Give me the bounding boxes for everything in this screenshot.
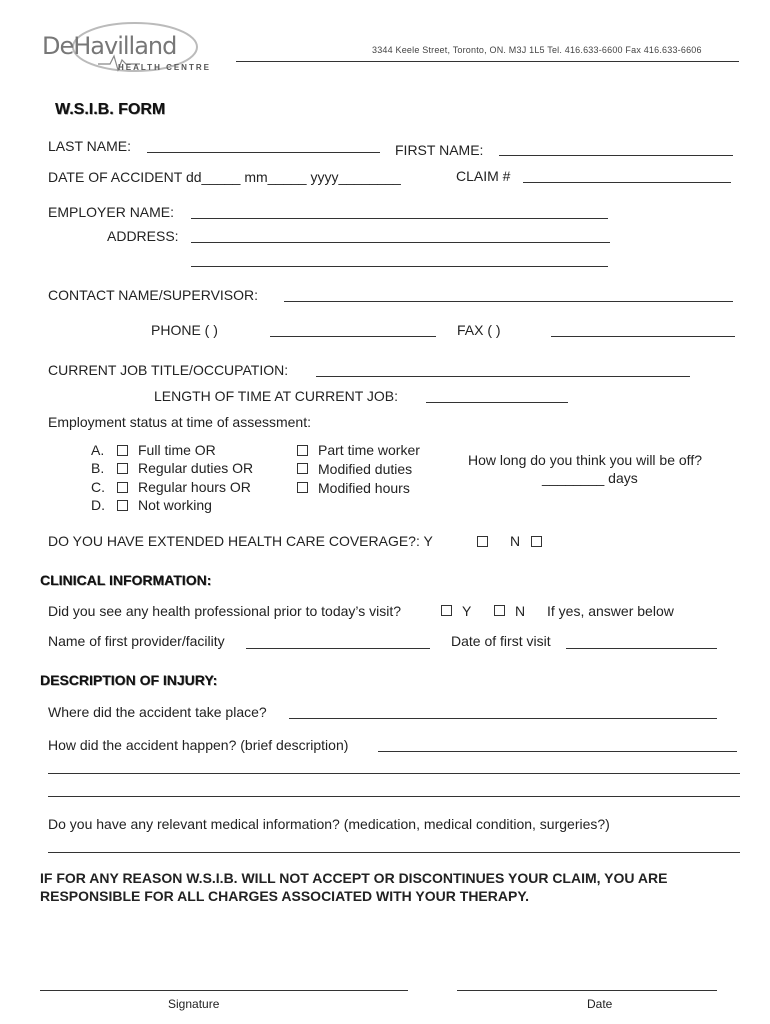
modified-hours-label: Modified hours — [318, 480, 410, 496]
header-rule — [236, 61, 739, 62]
where-field[interactable] — [289, 718, 717, 719]
professional-no-checkbox[interactable] — [494, 605, 505, 616]
how-long-label: How long do you think you will be off? — [468, 452, 702, 468]
notice-line-1: IF FOR ANY REASON W.S.I.B. WILL NOT ACCEPT OR DISCONTINUES YOUR CLAIM, YOU ARE — [40, 870, 668, 886]
date-label: Date — [587, 997, 613, 1011]
status-letter-b: B. — [91, 460, 105, 476]
employment-status-label: Employment status at time of assessment: — [48, 414, 311, 430]
fax-label: FAX ( ) — [457, 322, 501, 338]
claim-field[interactable] — [523, 182, 731, 183]
length-of-time-field[interactable] — [426, 402, 568, 403]
not-working-label: Not working — [138, 497, 212, 513]
provider-label: Name of first provider/facility — [48, 633, 225, 649]
where-label: Where did the accident take place? — [48, 704, 267, 720]
first-name-field[interactable] — [499, 155, 733, 156]
logo-text-havilland: Havilland — [73, 32, 177, 60]
coverage-no-checkbox[interactable] — [531, 536, 542, 547]
address-field-2[interactable] — [191, 266, 608, 267]
professional-no-label: N — [515, 603, 526, 619]
signature-field[interactable] — [40, 990, 408, 991]
employer-name-label: EMPLOYER NAME: — [48, 204, 175, 220]
full-time-checkbox[interactable] — [117, 445, 128, 456]
last-name-field[interactable] — [147, 152, 380, 153]
regular-hours-label: Regular hours OR — [138, 479, 251, 495]
professional-yes-checkbox[interactable] — [441, 605, 452, 616]
first-name-label: FIRST NAME: — [395, 142, 484, 158]
contact-field[interactable] — [284, 301, 733, 302]
first-visit-label: Date of first visit — [451, 633, 551, 649]
logo — [40, 20, 225, 75]
header-address: 3344 Keele Street, Toronto, ON. M3J 1L5 Tel. 416.633-6600 Fax 416.633-6606 — [372, 45, 702, 55]
coverage-yes-checkbox[interactable] — [477, 536, 488, 547]
extended-coverage-label: DO YOU HAVE EXTENDED HEALTH CARE COVERAGE?: Y — [48, 533, 433, 549]
logo-subtitle: HEALTH CENTRE — [118, 63, 211, 72]
claim-label: CLAIM # — [456, 168, 511, 184]
last-name-label: LAST NAME: — [48, 138, 131, 154]
coverage-no-label: N — [510, 533, 521, 549]
provider-field[interactable] — [246, 648, 430, 649]
regular-duties-checkbox[interactable] — [117, 463, 128, 474]
how-field-line-3[interactable] — [48, 796, 740, 797]
injury-heading: DESCRIPTION OF INJURY: — [40, 672, 218, 688]
phone-label: PHONE ( ) — [151, 322, 218, 338]
how-label: How did the accident happen? (brief description) — [48, 737, 349, 753]
health-professional-question: Did you see any health professional prior to today’s visit? — [48, 603, 402, 619]
days-field[interactable]: ________ days — [542, 470, 638, 486]
address-field-1[interactable] — [191, 242, 610, 243]
employer-name-field[interactable] — [191, 218, 608, 219]
phone-field[interactable] — [270, 336, 436, 337]
fax-field[interactable] — [551, 336, 735, 337]
part-time-checkbox[interactable] — [297, 445, 308, 456]
address-label: ADDRESS: — [107, 228, 179, 244]
professional-yes-label: Y — [462, 603, 472, 619]
signature-label: Signature — [168, 997, 220, 1011]
status-letter-a: A. — [91, 442, 105, 458]
date-field[interactable] — [457, 990, 717, 991]
part-time-label: Part time worker — [318, 442, 420, 458]
full-time-label: Full time OR — [138, 442, 216, 458]
not-working-checkbox[interactable] — [117, 500, 128, 511]
first-visit-field[interactable] — [566, 648, 717, 649]
how-field-line-2[interactable] — [48, 773, 740, 774]
regular-hours-checkbox[interactable] — [117, 482, 128, 493]
medical-info-label: Do you have any relevant medical information? (medication, medical condition, surgeries?) — [48, 816, 610, 832]
form-title: W.S.I.B. FORM — [55, 101, 166, 118]
medical-info-field[interactable] — [48, 852, 740, 853]
logo-text-de: De — [42, 32, 74, 60]
if-yes-label: If yes, answer below — [547, 603, 674, 619]
job-title-field[interactable] — [316, 376, 690, 377]
modified-duties-label: Modified duties — [318, 461, 413, 477]
job-title-label: CURRENT JOB TITLE/OCCUPATION: — [48, 362, 289, 378]
status-letter-c: C. — [91, 479, 105, 495]
modified-hours-checkbox[interactable] — [297, 482, 308, 493]
regular-duties-label: Regular duties OR — [138, 460, 254, 476]
date-of-accident-label[interactable]: DATE OF ACCIDENT dd_____ mm_____ yyyy________ — [48, 169, 401, 185]
notice-line-2: RESPONSIBLE FOR ALL CHARGES ASSOCIATED WITH YOUR THERAPY. — [40, 888, 530, 904]
status-letter-d: D. — [91, 497, 105, 513]
length-of-time-label: LENGTH OF TIME AT CURRENT JOB: — [154, 388, 398, 404]
how-field[interactable] — [378, 751, 737, 752]
modified-duties-checkbox[interactable] — [297, 463, 308, 474]
clinical-heading: CLINICAL INFORMATION: — [40, 572, 212, 588]
contact-label: CONTACT NAME/SUPERVISOR: — [48, 287, 259, 303]
